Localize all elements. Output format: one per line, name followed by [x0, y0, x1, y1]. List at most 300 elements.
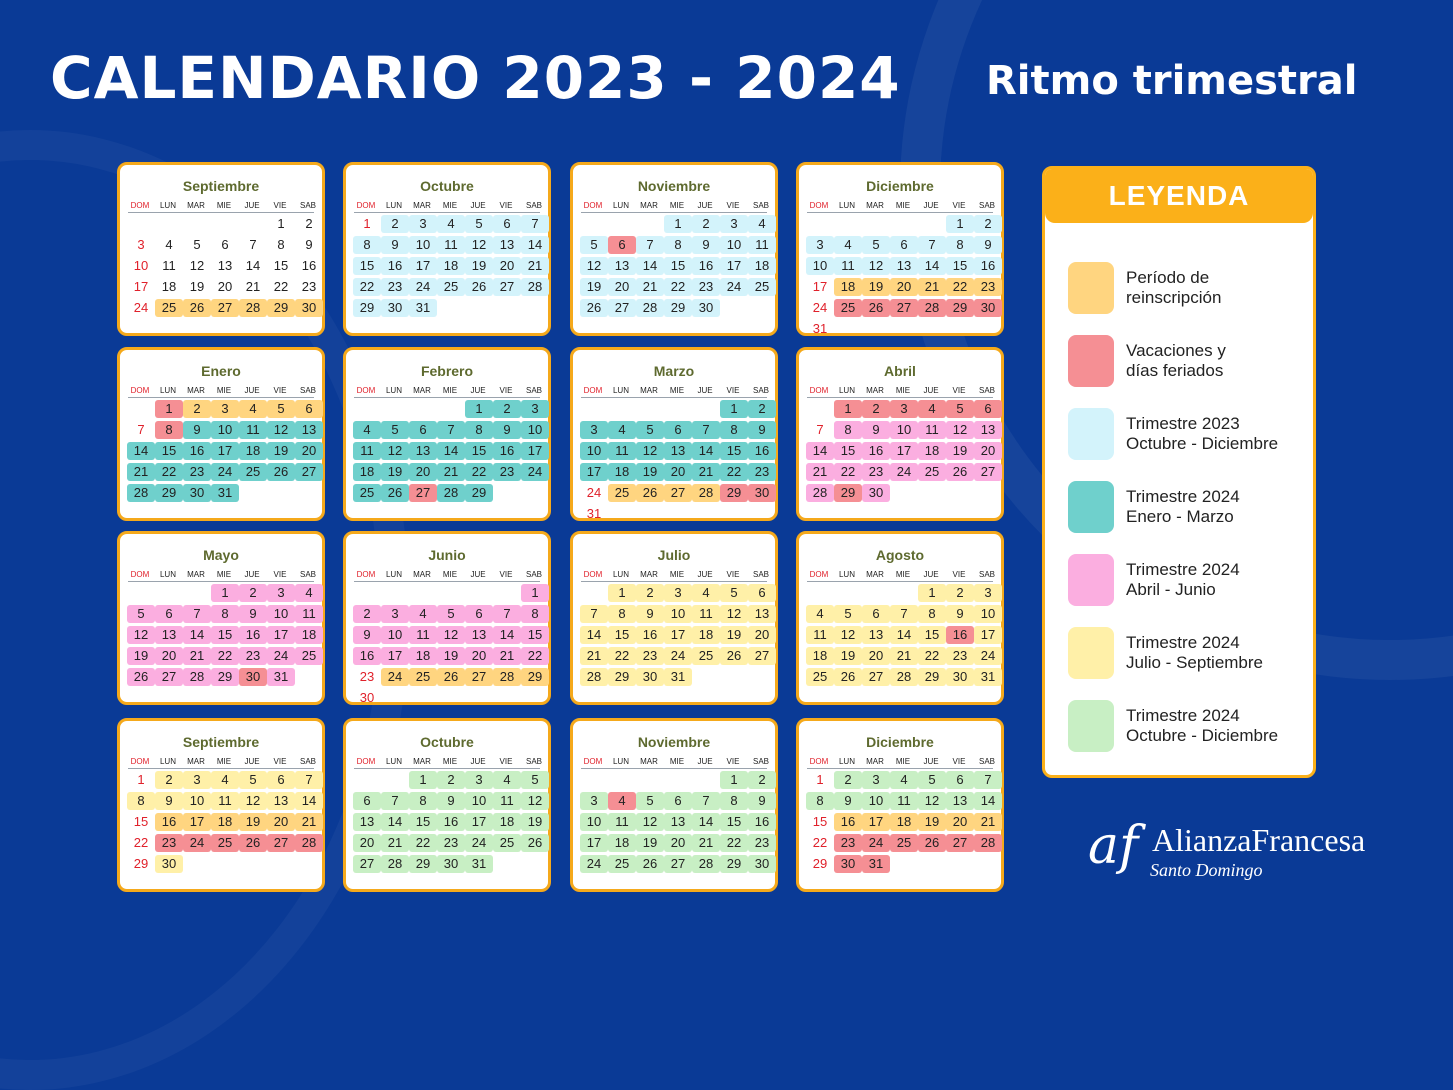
day-cell: 5: [636, 421, 664, 439]
day-cell: 29: [664, 299, 692, 317]
weekday-label: MAR: [640, 757, 658, 766]
day-cell: 2: [437, 771, 465, 789]
day-cell: 28: [692, 855, 720, 873]
day-cell: 25: [834, 299, 862, 317]
day-cell: 2: [381, 215, 409, 233]
day-cell: 11: [608, 442, 636, 460]
weekday-label: DOM: [356, 570, 376, 579]
day-cell: 23: [834, 834, 862, 852]
day-cell: 12: [239, 792, 267, 810]
month-card: [117, 718, 325, 892]
day-cell: 4: [692, 584, 720, 602]
day-cell: 29: [353, 299, 381, 317]
day-cell: 1: [946, 215, 974, 233]
month-name: Junio: [428, 547, 466, 563]
day-cell: 6: [748, 584, 776, 602]
day-cell: 26: [183, 299, 211, 317]
day-cell: 30: [437, 855, 465, 873]
day-cell: 21: [437, 463, 465, 481]
day-cell: 9: [493, 421, 521, 439]
day-cell: 25: [155, 299, 183, 317]
day-cell: 28: [974, 834, 1002, 852]
day-cell: 12: [834, 626, 862, 644]
legend-label: Trimestre 2024 Enero - Marzo: [1126, 487, 1240, 526]
day-cell: 26: [239, 834, 267, 852]
weekday-label: JUE: [697, 757, 713, 766]
day-cell: 22: [409, 834, 437, 852]
day-cell: 24: [267, 647, 295, 665]
day-cell: 25: [437, 278, 465, 296]
day-cell: 26: [521, 834, 549, 852]
day-cell: 12: [381, 442, 409, 460]
day-cell: 4: [295, 584, 323, 602]
month-card: [796, 531, 1004, 705]
weekday-label: JUE: [697, 386, 713, 395]
day-cell: 21: [636, 278, 664, 296]
day-cell: 31: [211, 484, 239, 502]
weekday-label: MAR: [866, 570, 884, 579]
day-cell: 31: [409, 299, 437, 317]
day-cell: 4: [493, 771, 521, 789]
weekday-label: SAB: [299, 757, 316, 766]
day-cell: 20: [664, 463, 692, 481]
day-cell: 23: [636, 647, 664, 665]
day-cell: 29: [720, 484, 748, 502]
day-cell: 22: [465, 463, 493, 481]
legend-panel: [1042, 166, 1316, 778]
weekday-label: MIE: [216, 201, 232, 210]
day-cell: 13: [353, 813, 381, 831]
weekday-label: DOM: [356, 201, 376, 210]
day-cell: 18: [748, 257, 776, 275]
day-cell: 27: [748, 647, 776, 665]
day-cell: 12: [946, 421, 974, 439]
day-cell: 5: [636, 792, 664, 810]
day-cell: 27: [155, 668, 183, 686]
weekday-label: SAB: [752, 757, 769, 766]
weekday-label: MAR: [866, 757, 884, 766]
weekday-label: SAB: [752, 201, 769, 210]
day-cell: 25: [493, 834, 521, 852]
day-cell: 23: [862, 463, 890, 481]
weekday-label: SAB: [978, 757, 995, 766]
header-divider: [128, 397, 314, 398]
day-cell: 2: [748, 400, 776, 418]
day-cell: 17: [381, 647, 409, 665]
weekday-label: VIE: [273, 201, 287, 210]
day-cell: 11: [748, 236, 776, 254]
weekday-label: VIE: [499, 201, 513, 210]
legend-label: Trimestre 2024 Abril - Junio: [1126, 560, 1240, 599]
day-cell: 13: [890, 257, 918, 275]
day-cell: 14: [692, 813, 720, 831]
day-cell: 22: [918, 647, 946, 665]
month-card: [570, 718, 778, 892]
weekday-label: VIE: [952, 570, 966, 579]
weekday-label: VIE: [273, 757, 287, 766]
day-cell: 20: [748, 626, 776, 644]
day-cell: 8: [521, 605, 549, 623]
month-name: Marzo: [653, 363, 695, 379]
weekday-label: MAR: [866, 201, 884, 210]
day-cell: 20: [267, 813, 295, 831]
day-cell: 8: [806, 792, 834, 810]
header-divider: [581, 397, 767, 398]
day-cell: 10: [890, 421, 918, 439]
day-cell: 7: [918, 236, 946, 254]
weekday-label: JUE: [244, 386, 260, 395]
legend-label: Vacaciones y días feriados: [1126, 341, 1226, 380]
day-cell: 7: [890, 605, 918, 623]
day-cell: 11: [890, 792, 918, 810]
weekday-label: MIE: [895, 386, 911, 395]
day-cell: 14: [974, 792, 1002, 810]
day-cell: 1: [155, 400, 183, 418]
legend-item-t24c: [1068, 627, 1308, 681]
day-cell: 15: [664, 257, 692, 275]
weekday-label: JUE: [923, 757, 939, 766]
day-cell: 25: [748, 278, 776, 296]
day-cell: 4: [353, 421, 381, 439]
day-cell: 18: [409, 647, 437, 665]
day-cell: 6: [295, 400, 323, 418]
day-cell: 16: [239, 626, 267, 644]
day-cell: 28: [183, 668, 211, 686]
month-name: Septiembre: [182, 734, 260, 750]
day-cell: 11: [608, 813, 636, 831]
day-cell: 30: [748, 484, 776, 502]
day-cell: 9: [381, 236, 409, 254]
day-cell: 26: [580, 299, 608, 317]
day-cell: 10: [521, 421, 549, 439]
day-cell: 25: [608, 855, 636, 873]
day-cell: 7: [580, 605, 608, 623]
weekday-label: SAB: [299, 386, 316, 395]
day-cell: 4: [806, 605, 834, 623]
day-cell: 17: [211, 442, 239, 460]
weekday-label: LUN: [612, 757, 629, 766]
day-cell: 30: [155, 855, 183, 873]
weekday-label: MIE: [442, 757, 458, 766]
day-cell: 8: [946, 236, 974, 254]
day-cell: 9: [974, 236, 1002, 254]
day-cell: 11: [353, 442, 381, 460]
weekday-label: LUN: [612, 570, 629, 579]
day-cell: 8: [720, 421, 748, 439]
weekday-label: DOM: [583, 386, 603, 395]
day-cell: 20: [974, 442, 1002, 460]
day-cell: 16: [301, 258, 317, 273]
day-cell: 10: [465, 792, 493, 810]
day-cell: 31: [974, 668, 1002, 686]
day-cell: 9: [239, 605, 267, 623]
day-cell: 23: [155, 834, 183, 852]
day-cell: 1: [521, 584, 549, 602]
weekday-label: MAR: [187, 386, 205, 395]
day-cell: 30: [692, 299, 720, 317]
legend-swatch: [1068, 262, 1114, 314]
day-cell: 22: [211, 647, 239, 665]
day-cell: 16: [692, 257, 720, 275]
day-cell: 8: [277, 237, 285, 252]
weekday-label: JUE: [697, 570, 713, 579]
day-cell: 26: [918, 834, 946, 852]
day-cell: 29: [465, 484, 493, 502]
day-cell: 30: [748, 855, 776, 873]
page-title: CALENDARIO 2023 - 2024: [50, 44, 901, 112]
day-cell: 2: [636, 584, 664, 602]
day-cell: 16: [834, 813, 862, 831]
month-name: Septiembre: [182, 178, 260, 194]
legend-label: Trimestre 2023 Octubre - Diciembre: [1126, 414, 1279, 453]
day-cell: 25: [409, 668, 437, 686]
day-cell: 20: [493, 257, 521, 275]
day-cell: 28: [381, 855, 409, 873]
day-cell: 31: [586, 506, 602, 521]
day-cell: 27: [608, 299, 636, 317]
weekday-label: VIE: [726, 386, 740, 395]
day-cell: 7: [692, 421, 720, 439]
day-cell: 2: [183, 400, 211, 418]
weekday-label: VIE: [952, 386, 966, 395]
day-cell: 19: [918, 813, 946, 831]
day-cell: 26: [437, 668, 465, 686]
day-cell: 26: [636, 484, 664, 502]
weekday-label: JUE: [470, 570, 486, 579]
day-cell: 20: [890, 278, 918, 296]
day-cell: 26: [862, 299, 890, 317]
day-cell: 24: [586, 485, 602, 500]
weekday-label: MAR: [640, 386, 658, 395]
day-cell: 27: [353, 855, 381, 873]
legend-swatch: [1068, 481, 1114, 533]
weekday-label: MIE: [442, 201, 458, 210]
day-cell: 21: [381, 834, 409, 852]
day-cell: 27: [493, 278, 521, 296]
month-card: [117, 347, 325, 521]
day-cell: 17: [133, 279, 149, 294]
logo-subtitle: Santo Domingo: [1150, 860, 1263, 880]
day-cell: 19: [189, 279, 205, 294]
day-cell: 31: [862, 855, 890, 873]
day-cell: 14: [295, 792, 323, 810]
day-cell: 27: [974, 463, 1002, 481]
day-cell: 13: [155, 626, 183, 644]
day-cell: 4: [834, 236, 862, 254]
weekday-label: SAB: [299, 201, 316, 210]
month-card: [796, 347, 1004, 521]
day-cell: 22: [608, 647, 636, 665]
legend-item-t24b: [1068, 554, 1308, 608]
day-cell: 17: [664, 626, 692, 644]
day-cell: 3: [890, 400, 918, 418]
day-cell: 17: [862, 813, 890, 831]
weekday-label: DOM: [809, 757, 829, 766]
day-cell: 17: [521, 442, 549, 460]
day-cell: 4: [890, 771, 918, 789]
day-cell: 27: [465, 668, 493, 686]
day-cell: 4: [918, 400, 946, 418]
day-cell: 9: [862, 421, 890, 439]
day-cell: 4: [608, 421, 636, 439]
day-cell: 10: [381, 626, 409, 644]
weekday-label: JUE: [470, 201, 486, 210]
day-cell: 2: [974, 215, 1002, 233]
weekday-label: VIE: [952, 757, 966, 766]
day-cell: 13: [217, 258, 233, 273]
day-cell: 6: [862, 605, 890, 623]
weekday-label: MIE: [669, 201, 685, 210]
weekday-label: MAR: [187, 201, 205, 210]
day-cell: 6: [221, 237, 229, 252]
day-cell: 11: [211, 792, 239, 810]
day-cell: 5: [239, 771, 267, 789]
legend-label: Período de reinscripción: [1126, 268, 1222, 307]
day-cell: 14: [806, 442, 834, 460]
day-cell: 5: [834, 605, 862, 623]
day-cell: 28: [437, 484, 465, 502]
day-cell: 2: [834, 771, 862, 789]
weekday-label: DOM: [809, 570, 829, 579]
day-cell: 28: [239, 299, 267, 317]
day-cell: 19: [127, 647, 155, 665]
day-cell: 27: [890, 299, 918, 317]
day-cell: 8: [720, 792, 748, 810]
legend-swatch: [1068, 554, 1114, 606]
day-cell: 28: [636, 299, 664, 317]
day-cell: 16: [974, 257, 1002, 275]
day-cell: 18: [890, 813, 918, 831]
weekday-label: LUN: [159, 386, 176, 395]
weekday-label: JUE: [244, 757, 260, 766]
month-name: Julio: [657, 547, 691, 563]
day-cell: 7: [437, 421, 465, 439]
day-cell: 17: [890, 442, 918, 460]
weekday-label: LUN: [838, 757, 855, 766]
day-cell: 26: [127, 668, 155, 686]
weekday-label: MIE: [216, 757, 232, 766]
day-cell: 1: [409, 771, 437, 789]
day-cell: 10: [806, 257, 834, 275]
month-card: [796, 162, 1004, 336]
day-cell: 24: [974, 647, 1002, 665]
day-cell: 18: [211, 813, 239, 831]
day-cell: 31: [465, 855, 493, 873]
day-cell: 3: [664, 584, 692, 602]
day-cell: 12: [521, 792, 549, 810]
day-cell: 29: [918, 668, 946, 686]
day-cell: 18: [493, 813, 521, 831]
day-cell: 8: [465, 421, 493, 439]
day-cell: 17: [720, 257, 748, 275]
weekday-label: MAR: [866, 386, 884, 395]
day-cell: 5: [918, 771, 946, 789]
day-cell: 24: [465, 834, 493, 852]
day-cell: 27: [862, 668, 890, 686]
day-cell: 16: [437, 813, 465, 831]
day-cell: 6: [608, 236, 636, 254]
day-cell: 16: [862, 442, 890, 460]
day-cell: 21: [974, 813, 1002, 831]
day-cell: 13: [974, 421, 1002, 439]
weekday-label: JUE: [923, 201, 939, 210]
weekday-label: LUN: [159, 570, 176, 579]
weekday-label: LUN: [159, 201, 176, 210]
day-cell: 9: [692, 236, 720, 254]
day-cell: 1: [816, 772, 824, 787]
day-cell: 26: [834, 668, 862, 686]
day-cell: 26: [636, 855, 664, 873]
day-cell: 13: [664, 813, 692, 831]
day-cell: 11: [437, 236, 465, 254]
day-cell: 13: [409, 442, 437, 460]
day-cell: 7: [974, 771, 1002, 789]
weekday-label: JUE: [244, 570, 260, 579]
day-cell: 15: [155, 442, 183, 460]
weekday-label: MIE: [669, 386, 685, 395]
day-cell: 24: [664, 647, 692, 665]
header-divider: [807, 768, 993, 769]
day-cell: 14: [127, 442, 155, 460]
day-cell: 10: [183, 792, 211, 810]
day-cell: 2: [239, 584, 267, 602]
day-cell: 15: [720, 813, 748, 831]
day-cell: 15: [521, 626, 549, 644]
day-cell: 19: [834, 647, 862, 665]
day-cell: 3: [521, 400, 549, 418]
day-cell: 6: [946, 771, 974, 789]
day-cell: 11: [692, 605, 720, 623]
day-cell: 16: [155, 813, 183, 831]
day-cell: 5: [465, 215, 493, 233]
day-cell: 13: [295, 421, 323, 439]
day-cell: 1: [277, 216, 285, 231]
day-cell: 4: [748, 215, 776, 233]
legend-swatch: [1068, 700, 1114, 752]
weekday-label: LUN: [385, 570, 402, 579]
day-cell: 14: [918, 257, 946, 275]
day-cell: 11: [162, 258, 176, 273]
day-cell: 9: [748, 421, 776, 439]
day-cell: 18: [239, 442, 267, 460]
day-cell: 12: [862, 257, 890, 275]
weekday-label: LUN: [385, 757, 402, 766]
weekday-label: DOM: [130, 201, 150, 210]
day-cell: 11: [295, 605, 323, 623]
month-card: [117, 162, 325, 336]
day-cell: 17: [183, 813, 211, 831]
day-cell: 5: [267, 400, 295, 418]
day-cell: 3: [211, 400, 239, 418]
day-cell: 12: [437, 626, 465, 644]
day-cell: 18: [295, 626, 323, 644]
day-cell: 2: [748, 771, 776, 789]
day-cell: 25: [295, 647, 323, 665]
day-cell: 9: [946, 605, 974, 623]
day-cell: 5: [720, 584, 748, 602]
day-cell: 22: [521, 647, 549, 665]
day-cell: 22: [664, 278, 692, 296]
day-cell: 15: [273, 258, 289, 273]
day-cell: 10: [974, 605, 1002, 623]
day-cell: 13: [748, 605, 776, 623]
legend-item-reins: [1068, 262, 1308, 316]
day-cell: 12: [189, 258, 205, 273]
day-cell: 26: [946, 463, 974, 481]
day-cell: 14: [636, 257, 664, 275]
day-cell: 3: [137, 237, 145, 252]
day-cell: 23: [493, 463, 521, 481]
